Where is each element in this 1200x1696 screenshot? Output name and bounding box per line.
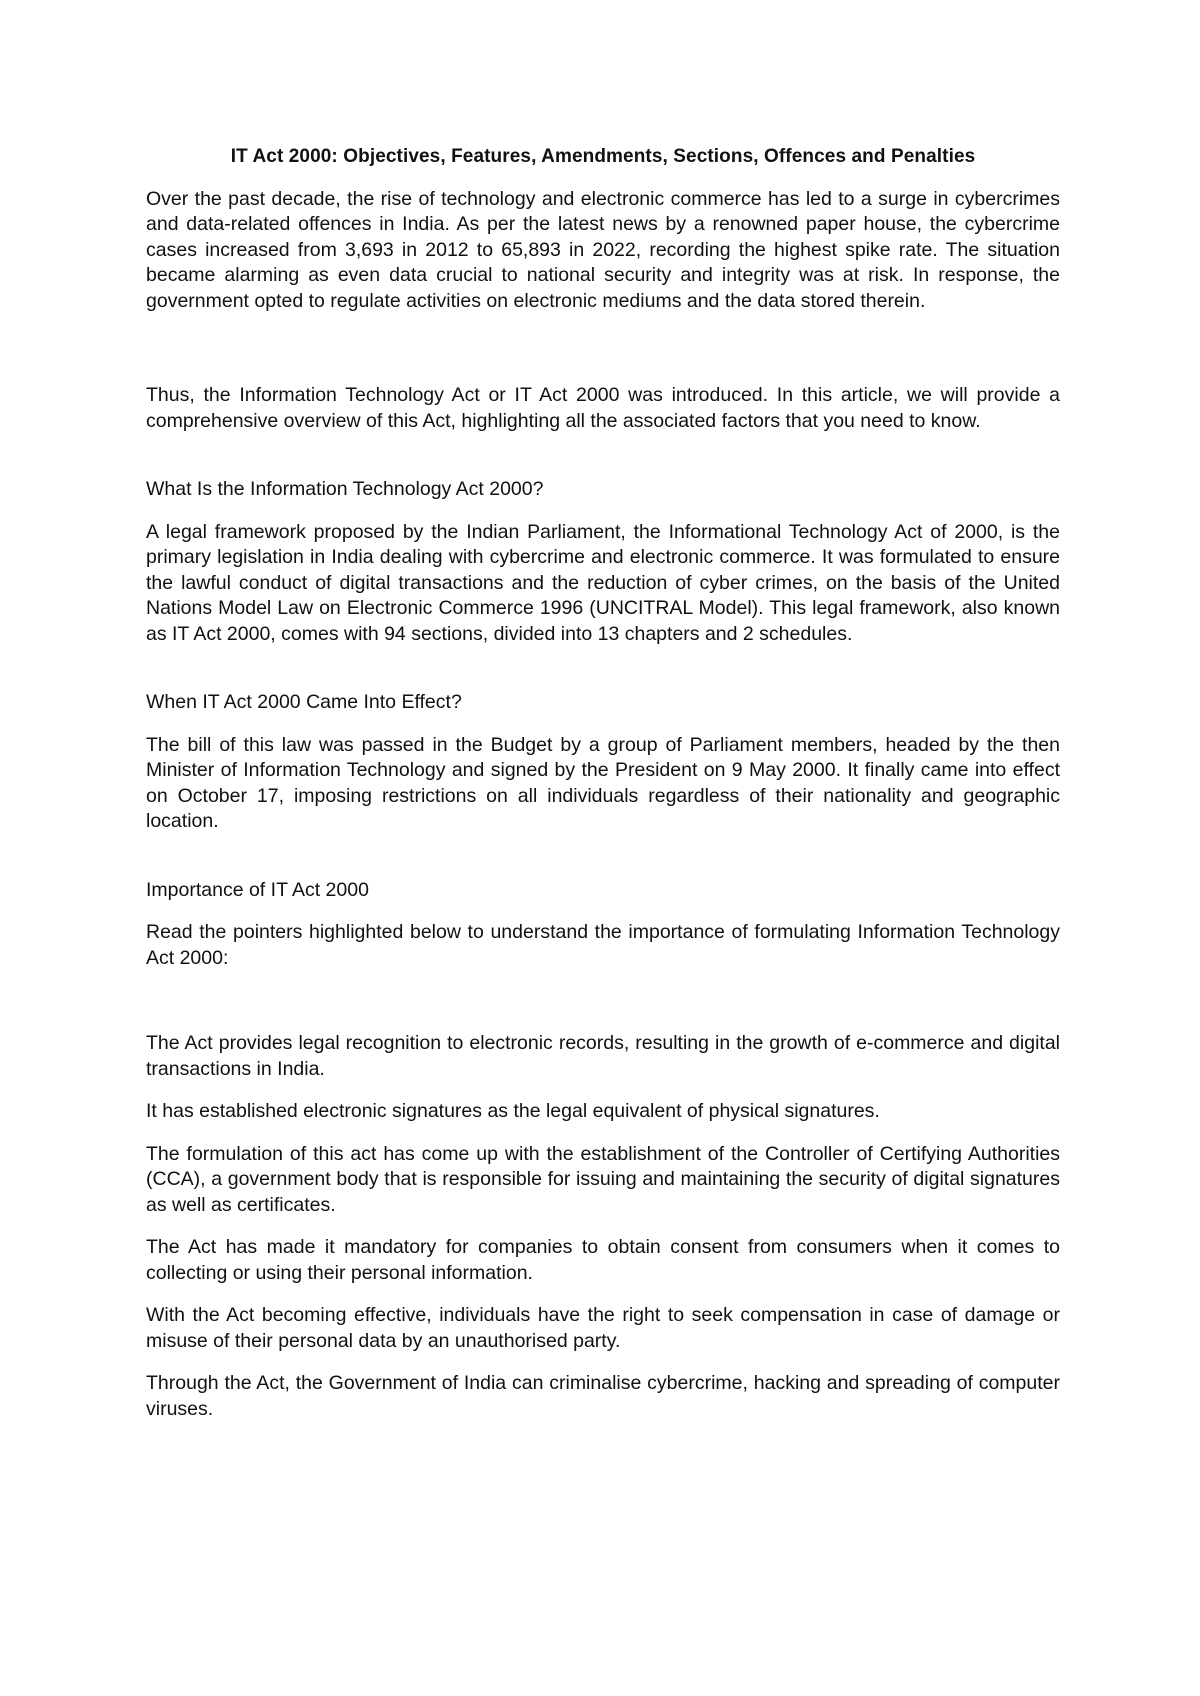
intro-paragraph-1: Over the past decade, the rise of technology and electronic commerce has led to a surge in cybercrimes and data-related offences in India. As per the latest news by a renowned paper house, the cybercrime cases increased from 3,693 in 2012 to 65,893 in 2022, recording the highest spike rate. The situation became alarming as even data crucial to national security and integrity was at risk. In response, the government opted to regulate activities on electronic mediums and the data stored therein. <box>146 187 1060 312</box>
section-body-importance: Read the pointers highlighted below to understand the importance of formulating Information Technology Act 2000: <box>146 921 1060 969</box>
importance-point: With the Act becoming effective, individuals have the right to seek compensation in case of damage or misuse of their personal data by an unauthorised party. <box>146 1304 1060 1352</box>
section-body-what-is: A legal framework proposed by the Indian Parliament, the Informational Technology Act of 2000, is the primary legislation in India dealing with cybercrime and electronic commerce. It was formulated to ensure the lawful conduct of digital transactions and the reduction of cyber crimes, on the basis of the United Nations Model Law on Electronic Commerce 1996 (UNCITRAL Model). This legal framework, also known as IT Act 2000, comes with 94 sections, divided into 13 chapters and 2 schedules. <box>146 520 1060 645</box>
importance-point: The Act provides legal recognition to electronic records, resulting in the growth of e-commerce and digital transactions in India. <box>146 1032 1060 1080</box>
section-heading-came-into-effect: When IT Act 2000 Came Into Effect? <box>146 691 462 713</box>
importance-point: The formulation of this act has come up with the establishment of the Controller of Certifying Authorities (CCA), a government body that is responsible for issuing and maintaining the security of digital signatures as well as certificates. <box>146 1142 1060 1216</box>
importance-point: Through the Act, the Government of India can criminalise cybercrime, hacking and spreading of computer viruses. <box>146 1372 1060 1420</box>
document-page <box>146 144 1060 1422</box>
section-body-came-into-effect: The bill of this law was passed in the Budget by a group of Parliament members, headed by the then Minister of Information Technology and signed by the President on 9 May 2000. It finally came into effect on October 17, imposing restrictions on all individuals regardless of their nationality and geographic location. <box>146 733 1060 832</box>
section-heading-what-is: What Is the Information Technology Act 2000? <box>146 478 544 500</box>
document-title: IT Act 2000: Objectives, Features, Amendments, Sections, Offences and Penalties <box>230 146 976 167</box>
intro-paragraph-2: Thus, the Information Technology Act or IT Act 2000 was introduced. In this article, we will provide a comprehensive overview of this Act, highlighting all the associated factors that you need to know. <box>146 384 1060 432</box>
importance-point: It has established electronic signatures as the legal equivalent of physical signatures. <box>146 1100 880 1122</box>
section-heading-importance: Importance of IT Act 2000 <box>146 878 369 901</box>
importance-point: The Act has made it mandatory for companies to obtain consent from consumers when it comes to collecting or using their personal information. <box>146 1236 1060 1284</box>
